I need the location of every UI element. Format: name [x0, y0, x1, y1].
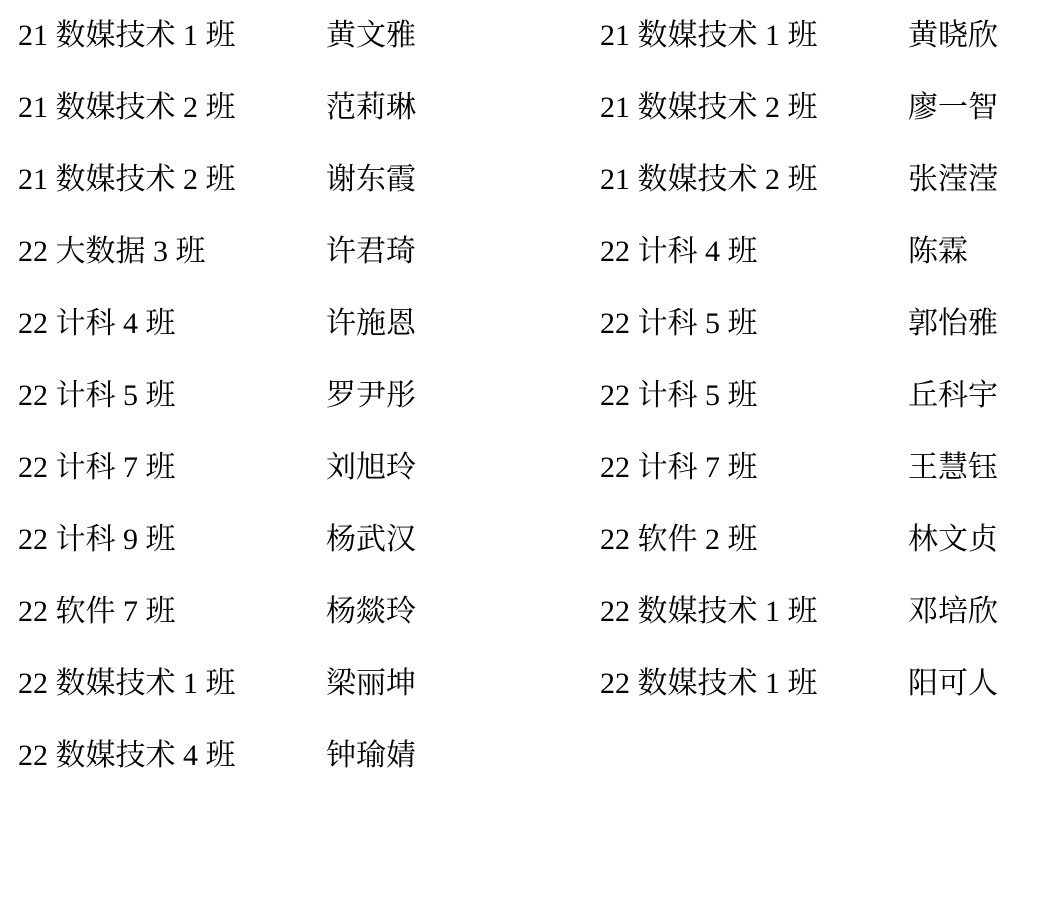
name-cell: 王慧钰 — [908, 451, 998, 484]
name-cell: 范莉琳 — [326, 91, 416, 124]
name-cell: 张滢滢 — [908, 163, 998, 196]
table-row — [0, 144, 1052, 216]
table-row — [0, 360, 1052, 432]
table-row — [0, 0, 1052, 72]
class-cell-empty — [552, 720, 900, 792]
name-cell: 黄晓欣 — [908, 19, 998, 52]
class-cell: 21 数媒技术 2 班 — [18, 163, 236, 196]
class-cell: 22 计科 5 班 — [600, 307, 758, 340]
name-cell: 丘科宇 — [908, 379, 998, 412]
table-row — [0, 288, 1052, 360]
class-cell: 22 软件 7 班 — [18, 595, 176, 628]
table-row — [0, 648, 1052, 720]
name-cell: 许君琦 — [326, 235, 416, 268]
name-cell: 林文贞 — [908, 523, 998, 556]
name-cell: 谢东霞 — [326, 163, 416, 196]
name-cell: 刘旭玲 — [326, 451, 416, 484]
name-cell: 陈霖 — [908, 235, 968, 268]
class-cell: 22 计科 4 班 — [18, 307, 176, 340]
class-cell: 21 数媒技术 2 班 — [600, 163, 818, 196]
name-cell: 黄文雅 — [326, 19, 416, 52]
name-cell: 钟瑜婧 — [326, 739, 416, 772]
class-cell: 21 数媒技术 2 班 — [600, 91, 818, 124]
name-cell: 廖一智 — [908, 91, 998, 124]
class-cell: 22 大数据 3 班 — [18, 235, 206, 268]
class-cell: 22 计科 7 班 — [18, 451, 176, 484]
table-row — [0, 504, 1052, 576]
name-cell: 许施恩 — [326, 307, 416, 340]
class-cell: 21 数媒技术 1 班 — [600, 19, 818, 52]
name-cell: 杨武汉 — [326, 523, 416, 556]
class-cell: 22 数媒技术 4 班 — [18, 739, 236, 772]
class-cell: 21 数媒技术 2 班 — [18, 91, 236, 124]
table-row — [0, 720, 1052, 792]
name-cell: 罗尹彤 — [326, 379, 416, 412]
class-cell: 22 数媒技术 1 班 — [600, 667, 818, 700]
name-cell: 邓培欣 — [908, 595, 998, 628]
class-cell: 22 数媒技术 1 班 — [18, 667, 236, 700]
class-cell: 21 数媒技术 1 班 — [18, 19, 236, 52]
table-row — [0, 216, 1052, 288]
table-row — [0, 432, 1052, 504]
class-cell: 22 数媒技术 1 班 — [600, 595, 818, 628]
class-cell: 22 计科 9 班 — [18, 523, 176, 556]
class-cell: 22 计科 5 班 — [600, 379, 758, 412]
name-cell-empty — [900, 720, 1052, 792]
class-cell: 22 软件 2 班 — [600, 523, 758, 556]
name-cell: 郭怡雅 — [908, 307, 998, 340]
name-cell: 梁丽坤 — [326, 667, 416, 700]
name-cell: 杨燚玲 — [326, 595, 416, 628]
class-cell: 22 计科 5 班 — [18, 379, 176, 412]
class-cell: 22 计科 4 班 — [600, 235, 758, 268]
name-cell: 阳可人 — [908, 667, 998, 700]
class-cell: 22 计科 7 班 — [600, 451, 758, 484]
table-row — [0, 72, 1052, 144]
table-row — [0, 576, 1052, 648]
